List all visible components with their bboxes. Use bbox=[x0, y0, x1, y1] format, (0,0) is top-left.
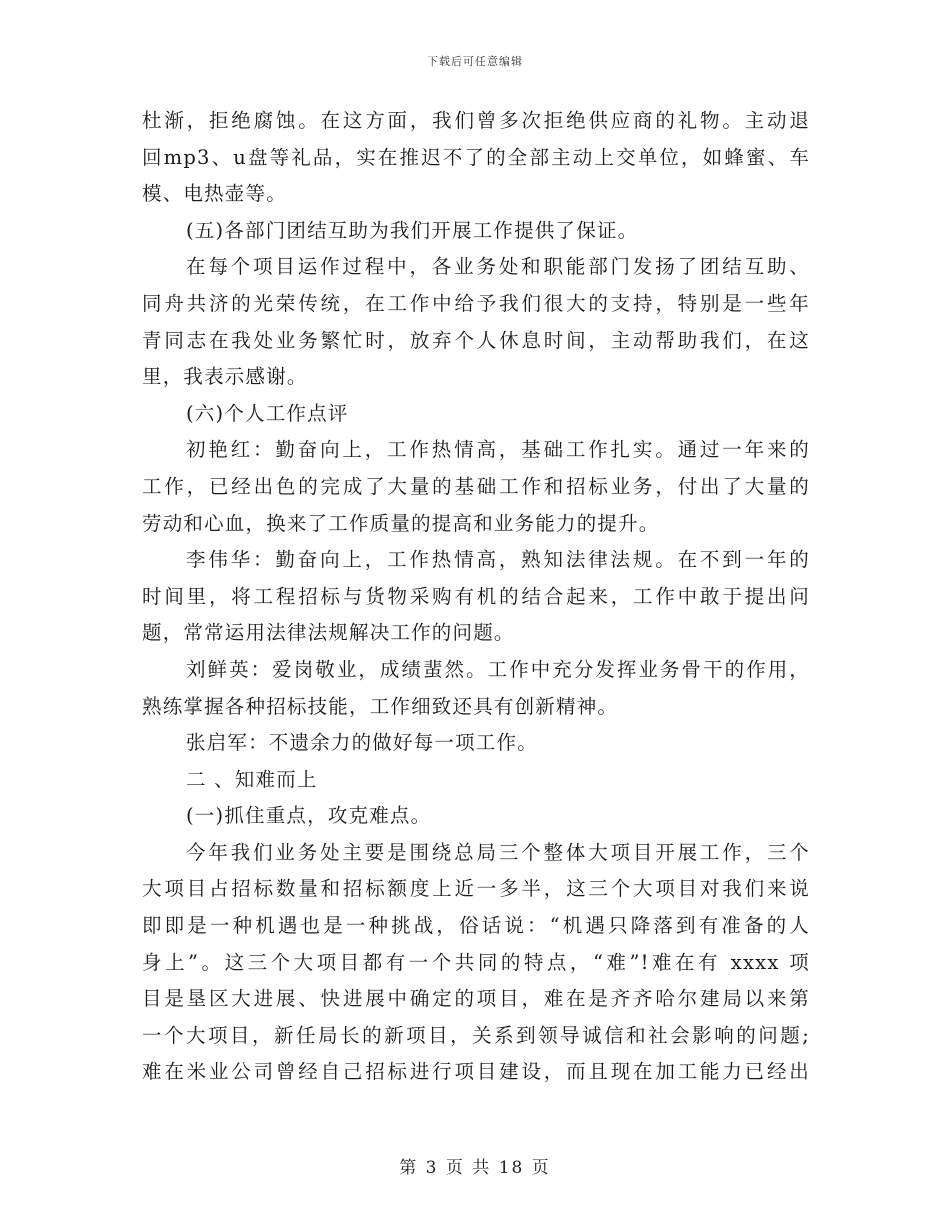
text-line: 二 、知难而上 bbox=[186, 767, 318, 791]
text-line: 同舟共济的光荣传统，在工作中给予我们很大的支持，特别是一些年 bbox=[142, 291, 810, 315]
document-body bbox=[142, 103, 810, 1091]
text-line: 工作，已经出色的完成了大量的基础工作和招标业务，付出了大量的 bbox=[142, 474, 810, 498]
text-line: 即即是一种机遇也是一种挑战，俗话说：“机遇只降落到有准备的人 bbox=[142, 914, 810, 938]
text-line: 张启军：不遗余力的做好每一项工作。 bbox=[186, 731, 538, 755]
text-line: (五)各部门团结互助为我们开展工作提供了保证。 bbox=[186, 218, 639, 242]
text-line: 目是垦区大进展、快进展中确定的项目，难在是齐齐哈尔建局以来第 bbox=[142, 987, 810, 1011]
text-line: 熟练掌握各种招标技能，工作细致还具有创新精神。 bbox=[142, 694, 619, 718]
text-line: 青同志在我处业务繁忙时，放弃个人休息时间，主动帮助我们，在这 bbox=[142, 328, 810, 352]
text-line: 身上”。这三个大项目都有一个共同的特点，“难”!难在有 xxxx 项 bbox=[142, 950, 810, 974]
page-header: 下载后可任意编辑 bbox=[427, 55, 523, 68]
text-line: 在每个项目运作过程中，各业务处和职能部门发扬了团结互助、 bbox=[186, 255, 810, 279]
text-line: 一个大项目，新任局长的新项目，关系到领导诚信和社会影响的问题; bbox=[142, 1023, 810, 1047]
text-line: (一)抓住重点，攻克难点。 bbox=[186, 804, 432, 828]
text-line: 刘鲜英：爱岗敬业，成绩蜚然。工作中充分发挥业务骨干的作用， bbox=[186, 657, 810, 681]
text-line: 时间里，将工程招标与货物采购有机的结合起来，工作中敢于提出问 bbox=[142, 584, 810, 608]
text-line: 杜渐，拒绝腐蚀。在这方面，我们曾多次拒绝供应商的礼物。主动退 bbox=[142, 109, 810, 132]
text-line: 题，常常运用法律法规解决工作的问题。 bbox=[142, 621, 515, 645]
text-line: 模、电热壶等。 bbox=[142, 182, 287, 206]
text-line: 今年我们业务处主要是围绕总局三个整体大项目开展工作，三个 bbox=[186, 840, 810, 864]
text-line: 初艳红：勤奋向上，工作热情高，基础工作扎实。通过一年来的 bbox=[186, 438, 810, 462]
page-footer: 第 3 页 共 18 页 bbox=[399, 1158, 551, 1178]
text-line: (六)个人工作点评 bbox=[186, 401, 349, 425]
text-line: 大项目占招标数量和招标额度上近一多半，这三个大项目对我们来说 bbox=[142, 877, 810, 901]
text-line: 劳动和心血，换来了工作质量的提高和业务能力的提升。 bbox=[142, 511, 660, 535]
text-line: 李伟华：勤奋向上，工作热情高，熟知法律法规。在不到一年的 bbox=[186, 548, 810, 572]
text-line: 里，我表示感谢。 bbox=[142, 365, 308, 389]
text-line: 回mp3、u盘等礼品，实在推迟不了的全部主动上交单位，如蜂蜜、车 bbox=[142, 145, 810, 169]
text-line: 难在米业公司曾经自己招标进行项目建设，而且现在加工能力已经出 bbox=[142, 1060, 810, 1084]
